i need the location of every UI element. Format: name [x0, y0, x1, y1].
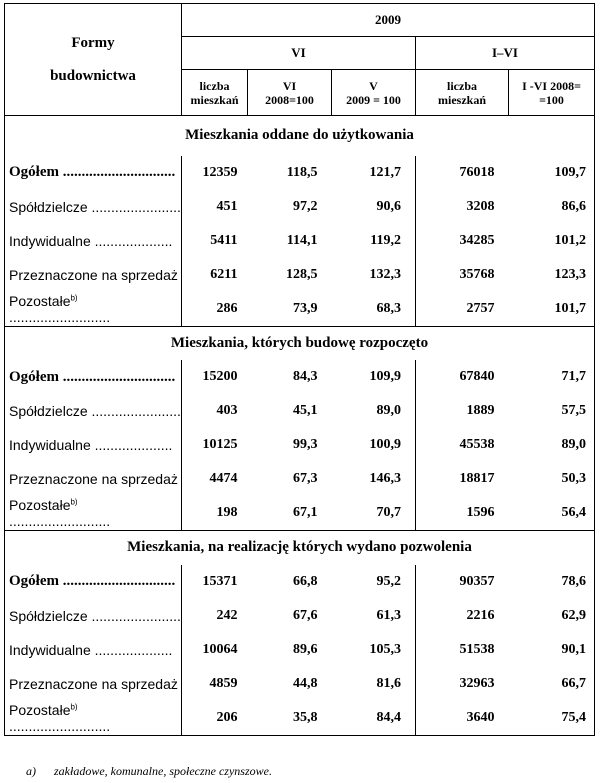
row-label-text: Spółdzielcze .......................: [9, 607, 181, 624]
value-cell: 118,5: [286, 164, 318, 180]
value-cell: 1596: [416, 496, 509, 531]
subheader-line: mieszkań: [190, 92, 239, 107]
value-cell: 3208: [466, 198, 495, 214]
subheader-line: VI: [282, 78, 297, 93]
row-label: [5, 292, 182, 327]
row-label-text: Spółdzielcze .......................: [9, 198, 181, 215]
table-row: [5, 428, 595, 462]
value-cell: 34285: [459, 232, 495, 248]
row-label: [5, 428, 182, 462]
value-cell: 4859: [209, 675, 238, 691]
value-cell: 101,7: [509, 292, 595, 327]
value-cell: 90,1: [509, 633, 595, 667]
subheader-line: 2009 = 100: [346, 92, 401, 107]
row-label-text: Przeznaczone na sprzedaż: [9, 471, 178, 487]
value-cell: 66,7: [509, 667, 595, 701]
value-cell: 35768: [459, 266, 495, 282]
year-header: 2009: [182, 4, 595, 37]
row-label-leader: ..........................: [9, 717, 111, 734]
row-label-text: Ogółem ..............................: [9, 573, 176, 589]
row-label-text: Pozostałe: [9, 292, 71, 309]
value-cell: 109,9: [332, 360, 416, 394]
value-cell: 56,4: [509, 496, 595, 531]
value-cell: 90357: [459, 573, 495, 589]
value-cell: 32963: [459, 675, 495, 691]
row-label: [5, 190, 182, 224]
row-label-footnote-ref: b): [70, 292, 78, 302]
section-header: [5, 116, 595, 156]
value-cell: 75,4: [509, 701, 595, 736]
row-label-leader: ..........................: [9, 513, 111, 529]
value-cell: 99,3: [293, 437, 318, 452]
column-header-formy: [5, 4, 182, 116]
row-label-text: Ogółem ..............................: [9, 164, 176, 180]
subheader-line: liczba: [199, 78, 230, 93]
value-cell: 109,7: [509, 156, 595, 190]
value-cell: 71,7: [509, 360, 595, 394]
value-cell: 89,0: [509, 428, 595, 462]
value-cell: 66,8: [293, 573, 318, 589]
value-cell: 2757: [416, 292, 509, 327]
value-cell: 10125: [202, 437, 238, 452]
value-cell: 70,7: [332, 496, 416, 531]
subheader-line: mieszkań: [438, 92, 486, 107]
row-label: [5, 156, 182, 190]
row-label-text: Ogółem ..............................: [9, 368, 176, 385]
value-cell: 146,3: [332, 462, 416, 496]
row-label: [5, 360, 182, 394]
value-cell: 51538: [459, 641, 495, 657]
section-header: [5, 326, 595, 360]
row-label-leader: ..........................: [9, 308, 111, 325]
value-cell: 101,2: [509, 224, 595, 258]
value-cell: 68,3: [332, 292, 416, 327]
row-label: [5, 496, 182, 531]
subheader-line: 2008=100: [265, 92, 314, 107]
table-row: [5, 224, 595, 258]
value-cell: 451: [216, 198, 238, 214]
subheader-cell: [416, 70, 509, 116]
value-cell: 100,9: [332, 428, 416, 462]
value-cell: 105,3: [332, 633, 416, 667]
subheader-cell: [182, 70, 248, 116]
row-label-text: Przeznaczone na sprzedaż: [9, 675, 178, 692]
subheader-cell: [332, 70, 416, 116]
table-row: [5, 667, 595, 701]
value-cell: 81,6: [332, 667, 416, 701]
value-cell: 67,3: [293, 471, 318, 486]
row-label-text: Spółdzielcze .......................: [9, 403, 181, 419]
value-cell: 1889: [466, 403, 495, 418]
value-cell: 5411: [210, 232, 238, 248]
value-cell: 123,3: [509, 258, 595, 292]
row-label: [5, 701, 182, 736]
value-cell: 4474: [209, 471, 238, 486]
row-label-footnote-ref: b): [70, 497, 78, 507]
housing-table: [4, 3, 595, 736]
value-cell: 2216: [466, 607, 495, 623]
value-cell: 84,3: [293, 369, 318, 384]
row-label-text: Pozostałe: [9, 701, 71, 718]
value-cell: 95,2: [332, 565, 416, 599]
row-label-text: Indywidualne ....................: [9, 437, 173, 453]
table-row: [5, 360, 595, 394]
value-cell: 3640: [416, 701, 509, 736]
value-cell: 89,6: [293, 641, 318, 657]
value-cell: 12359: [202, 164, 238, 180]
period-vi-header: VI: [182, 37, 416, 70]
subheader-line: V: [369, 78, 378, 93]
table-header: [5, 4, 595, 116]
value-cell: 90,6: [332, 190, 416, 224]
value-cell: 78,6: [509, 565, 595, 599]
value-cell: 73,9: [248, 292, 332, 327]
value-cell: 89,0: [332, 394, 416, 428]
row-label: [5, 565, 182, 599]
value-cell: 403: [216, 403, 238, 418]
section-header: [5, 531, 595, 565]
footnote-text: zakładowe, komunalne, społeczne czynszowe.: [54, 764, 272, 778]
value-cell: 15200: [202, 369, 238, 384]
value-cell: 45538: [459, 437, 495, 452]
formy-line1: Formy: [71, 34, 115, 51]
period-ivi-header: I–VI: [416, 37, 595, 70]
value-cell: 121,7: [332, 156, 416, 190]
value-cell: 35,8: [248, 701, 332, 736]
value-cell: 6211: [210, 266, 238, 282]
formy-line2: budownictwa: [50, 67, 136, 84]
value-cell: 45,1: [293, 403, 318, 418]
section-title: Mieszkania, na realizację których wydano pozwolenia: [5, 531, 595, 565]
value-cell: 198: [182, 496, 248, 531]
value-cell: 86,6: [509, 190, 595, 224]
subheader-line: =100: [539, 92, 564, 107]
value-cell: 50,3: [509, 462, 595, 496]
row-label-text: Przeznaczone na sprzedaż: [9, 266, 178, 283]
table-row: [5, 394, 595, 428]
row-label: [5, 599, 182, 633]
row-label: [5, 394, 182, 428]
subheader-line: liczba: [447, 78, 477, 93]
table-row: [5, 599, 595, 633]
value-cell: 84,4: [332, 701, 416, 736]
footnote-marker: a): [26, 764, 36, 778]
table-row: [5, 258, 595, 292]
value-cell: 132,3: [332, 258, 416, 292]
value-cell: 10064: [202, 641, 238, 657]
value-cell: 242: [216, 607, 238, 623]
table-row: [5, 156, 595, 190]
value-cell: 128,5: [286, 266, 318, 282]
value-cell: 44,8: [293, 675, 318, 691]
row-label: [5, 462, 182, 496]
row-label-text: Indywidualne ....................: [9, 232, 173, 249]
table-row: [5, 565, 595, 599]
value-cell: 286: [182, 292, 248, 327]
value-cell: 62,9: [509, 599, 595, 633]
value-cell: 76018: [459, 164, 495, 180]
value-cell: 67,6: [293, 607, 318, 623]
value-cell: 15371: [202, 573, 238, 589]
table-row: [5, 190, 595, 224]
row-label: [5, 224, 182, 258]
table-row: [5, 462, 595, 496]
subheader-line: I -VI 2008=: [522, 78, 581, 93]
row-label-footnote-ref: b): [70, 701, 78, 711]
table-row: [5, 633, 595, 667]
value-cell: 67840: [459, 369, 495, 384]
row-label-text: Pozostałe: [9, 497, 71, 513]
value-cell: 18817: [459, 471, 495, 486]
section-title: Mieszkania, których budowę rozpoczęto: [5, 326, 595, 360]
row-label-text: Indywidualne ....................: [9, 641, 173, 658]
row-label: [5, 633, 182, 667]
value-cell: 61,3: [332, 599, 416, 633]
table-row: [5, 701, 595, 736]
row-label: [5, 667, 182, 701]
value-cell: 206: [182, 701, 248, 736]
footnote: [26, 764, 272, 779]
table-row: [5, 292, 595, 327]
subheader-cell: [248, 70, 332, 116]
value-cell: 119,2: [332, 224, 416, 258]
section-title: Mieszkania oddane do użytkowania: [5, 116, 595, 156]
value-cell: 97,2: [293, 198, 318, 214]
row-label: [5, 258, 182, 292]
value-cell: 67,1: [248, 496, 332, 531]
value-cell: 114,1: [286, 232, 318, 248]
value-cell: 57,5: [509, 394, 595, 428]
subheader-cell: [509, 70, 595, 116]
table-row: [5, 496, 595, 531]
